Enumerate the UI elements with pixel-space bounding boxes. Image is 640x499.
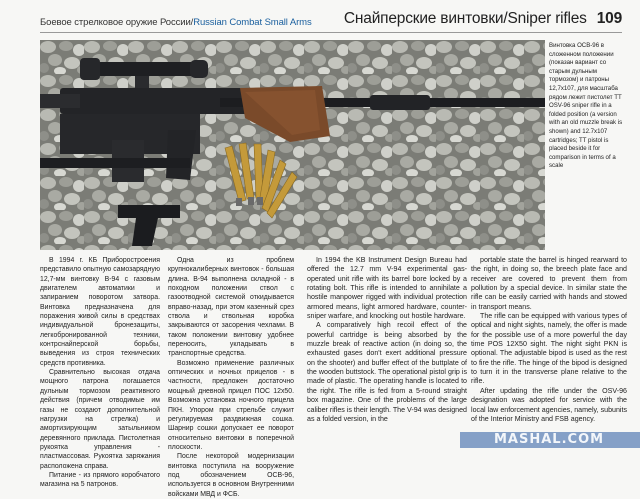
paragraph: Сравнительно высокая отдача мощного патрона погашается дульным тормозом реактивного действия (причем отводимые им газы не создают дополнительной нагрузки на стрелка) и амортизирующим затыльником деревянного приклада. Пистолетная рукоятка управления - пластмассовая. Рукоятка заряжания расположена справа. [40, 369, 160, 470]
rifle-photo [40, 40, 545, 250]
column-en-2 [471, 256, 627, 424]
column-ru-2 [168, 256, 294, 499]
paragraph: В 1994 г. КБ Приборостроения представило опытную самозарядную 12,7-мм винтовку В-94 с газовым двигателем автоматики и запиранием поворотом затвора. Винтовка предназначена для поражения живой силы в средствах индивидуальной бронезащиты, легкобронированной техники, контрснайперской борьбы, выведения из строя технических средств противника. [40, 257, 160, 367]
column-ru-1 [40, 256, 160, 490]
paragraph: Возможно применение различных оптических и ночных прицелов - в частности, предложен достаточно мощный дневной прицел ПОС 12х50. Возможна установка ночного прицела ПКН. Упором при стрельбе служит регулируемая раздвижная сошка. Шарнир сошки допускает ее поворот относительно винтовки в поперечной плоскости. [168, 359, 294, 451]
paragraph: In 1994 the KB Instrument Design Bureau had offered the 12.7 mm V-94 experimental gas-operated unit rifle with its barrel bore locked by a rotating bolt. This rifle is intended to annihilate a hostile manpower rigged with individual protection armored means, light armored hardware, counter-sniper warfare, and knocking out hostile hardware. [307, 256, 467, 321]
paragraph: After updating the rifle under the OSV-96 designation was adopted for service with the local law enforcement agencies, namely, subunits of the Interior Ministry and FSB agency. [471, 386, 627, 423]
paragraph: The rifle can be equipped with various types of optical and night sights, namely, the offer is made for the possible use of a more powerful the day time POS 12X50 sight. The night sight PKN is optional. The adjustable bipod is used as the rest to fire the rifle. The hinge of the bipod is designed to turn it in the transverse plane relative to the rifle. [471, 312, 627, 386]
header-rule [40, 32, 622, 33]
paragraph: Питание - из прямого коробчатого магазина на 5 патронов. [40, 471, 160, 489]
column-en-1 [307, 256, 467, 424]
paragraph: После некоторой модернизации винтовка поступила на вооружение под обозначением ОСВ-96, используется в основном Внутренними войсками МВД и ФСБ. [168, 453, 294, 498]
running-header-right [344, 10, 622, 28]
header-sep: / [190, 17, 194, 28]
header-title-en: Russian Combat Small Arms [193, 17, 312, 28]
watermark [460, 432, 640, 448]
header-title-ru: Боевое стрелковое оружие России [40, 17, 191, 28]
section-title: Снайперские винтовки/Sniper rifles [343, 10, 587, 27]
paragraph: Одна из проблем крупнокалиберных винтовок - большая длина. В-94 выполнена складной - в походном положении ствол с газоотводной системой откидывается вправо-назад, при этом казенный срез ствола и ствольная коробка закрываются от засорения чехлами. В таком положении винтовку удобнее переносить, укладывать в транспортные средства. [168, 257, 294, 358]
running-header-left [40, 17, 312, 28]
watermark-text: MASHAL.COM [494, 432, 605, 447]
page-number: 109 [596, 10, 622, 27]
paragraph: portable state the barrel is hinged rearward to the right, in doing so, the breech plate face and receiver are covered to prevent them from pollution by a special device. In similar state the rifle can be easily carried with hands and stowed in transport means. [471, 256, 627, 311]
photo-caption: Винтовка ОСВ-96 в сложенном положении (показан вариант со старым дульным тормозом) и патроны 12,7х107, для масштаба рядом лежит пистолет ТТ OSV-96 sniper rifle in a folded position (a version with an old muzzle break is shown) and 12.7x107 cartridges; TT pistol is placed beside it for comparison in terms of a scale [549, 42, 623, 170]
paragraph: A comparatively high recoil effect of the powerful cartridge is being absorbed by the muzzle break of reactive action (in doing so, the exhausted gases don't exert additional pressure on the shooter) and buffer effect of the buttplate of the wooden buttstock. The operational pistol grip is made of plastic. The operating handle is located to the right. The rifle is fed from a 5-round straight box magazine. One of the problems of the large caliber rifles is their length. The V-94 was designed as a folded version, in the [307, 321, 467, 423]
